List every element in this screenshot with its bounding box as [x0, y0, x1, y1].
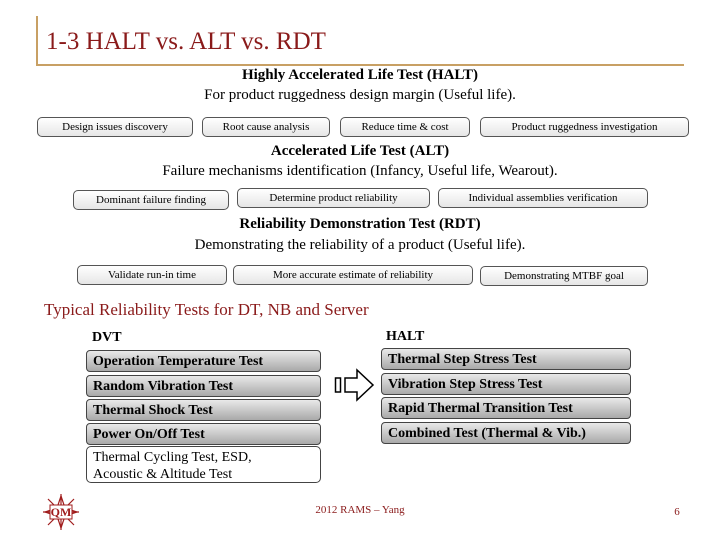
- rdt-heading: Reliability Demonstration Test (RDT): [239, 216, 481, 232]
- halt-item: Reduce time & cost: [340, 117, 470, 137]
- halt-subheading: For product ruggedness design margin (Useful life).: [204, 87, 516, 103]
- halt-test-item: Rapid Thermal Transition Test: [381, 397, 631, 419]
- halt-test-item: Thermal Step Stress Test: [381, 348, 631, 370]
- dvt-test-item: Operation Temperature Test: [86, 350, 321, 372]
- page-number: 6: [674, 506, 680, 518]
- dvt-test-item: Power On/Off Test: [86, 423, 321, 445]
- dvt-test-item: Thermal Shock Test: [86, 399, 321, 421]
- alt-item: Individual assemblies verification: [438, 188, 648, 208]
- svg-text:QM: QM: [50, 505, 72, 519]
- halt-item: Design issues discovery: [37, 117, 193, 137]
- dvt-test-extra: [86, 446, 321, 483]
- title-rule-horizontal: [36, 64, 684, 66]
- halt-test-item: Vibration Step Stress Test: [381, 373, 631, 395]
- halt-item: Product ruggedness investigation: [480, 117, 689, 137]
- halt-test-item: Combined Test (Thermal & Vib.): [381, 422, 631, 444]
- halt-heading: Highly Accelerated Life Test (HALT): [241, 67, 479, 83]
- alt-item: Determine product reliability: [237, 188, 430, 208]
- dvt-test-item: Random Vibration Test: [86, 375, 321, 397]
- alt-heading: Accelerated Life Test (ALT): [270, 143, 450, 159]
- title-rule-vertical: [36, 16, 38, 66]
- typical-tests-title: Typical Reliability Tests for DT, NB and Server: [44, 300, 369, 319]
- dvt-extra-line: Thermal Cycling Test, ESD,: [93, 450, 252, 465]
- dvt-label: DVT: [92, 330, 122, 345]
- arrow-right-icon: [334, 368, 376, 402]
- rdt-item: More accurate estimate of reliability: [233, 265, 473, 285]
- rdt-subheading: Demonstrating the reliability of a product (Useful life).: [194, 237, 526, 253]
- dvt-extra-line: Acoustic & Altitude Test: [93, 467, 233, 482]
- slide-title: 1-3 HALT vs. ALT vs. RDT: [46, 28, 326, 55]
- alt-subheading: Failure mechanisms identification (Infancy, Useful life, Wearout).: [162, 163, 558, 179]
- halt-label: HALT: [386, 329, 425, 344]
- footer-text: 2012 RAMS – Yang: [315, 504, 405, 516]
- rdt-item: Validate run-in time: [77, 265, 227, 285]
- alt-item: Dominant failure finding: [73, 190, 229, 210]
- rdt-item: Demonstrating MTBF goal: [480, 266, 648, 286]
- halt-item: Root cause analysis: [202, 117, 330, 137]
